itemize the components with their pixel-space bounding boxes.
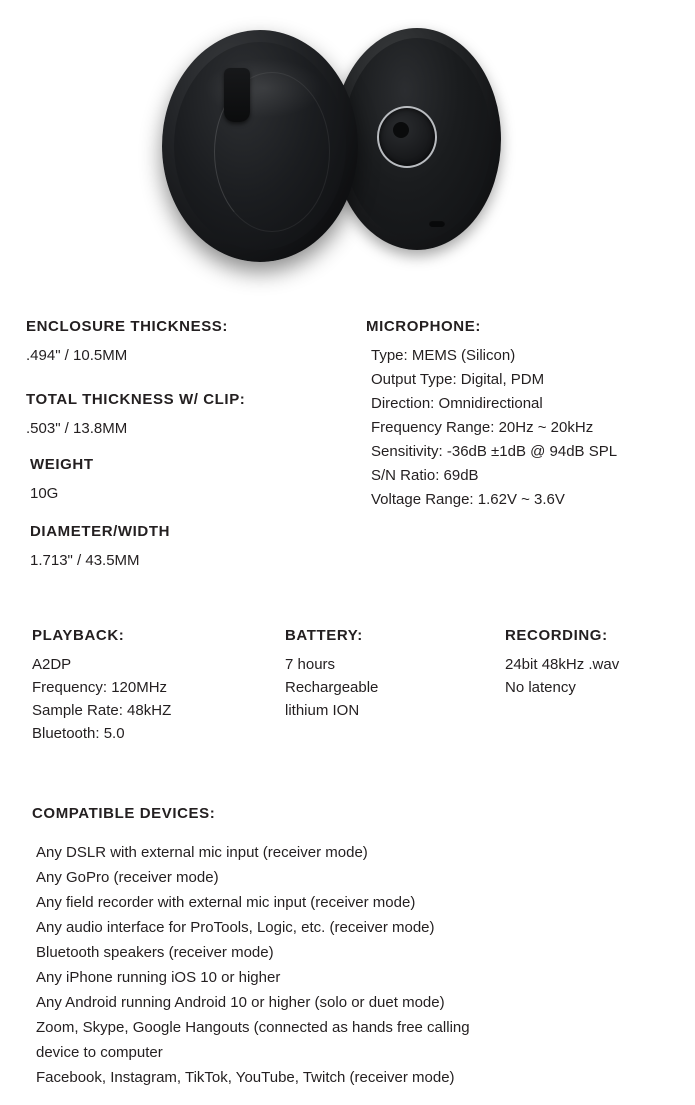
spec-heading: DIAMETER/WIDTH	[30, 523, 171, 540]
spec-battery	[285, 627, 378, 722]
compatible-device-item: Facebook, Instagram, TikTok, YouTube, Twitch (receiver mode)	[36, 1069, 455, 1086]
spec-heading: WEIGHT	[30, 456, 94, 473]
spec-microphone	[366, 318, 617, 512]
spec-value: 10G	[30, 485, 59, 502]
spec-line: A2DP	[32, 656, 72, 673]
spec-line: S/N Ratio: 69dB	[371, 467, 479, 484]
spec-line: lithium ION	[285, 702, 360, 719]
mic-port-icon	[393, 122, 409, 138]
clip-tab-icon	[224, 68, 250, 122]
spec-line: Frequency Range: 20Hz ~ 20kHz	[371, 419, 594, 436]
spec-heading: RECORDING:	[505, 627, 608, 644]
compatible-device-item: Any iPhone running iOS 10 or higher	[36, 969, 281, 986]
spec-line: Sample Rate: 48kHZ	[32, 702, 172, 719]
compatible-device-item: Any DSLR with external mic input (receiver mode)	[36, 844, 368, 861]
clip-puck-face	[174, 42, 346, 250]
compatible-device-item: Any GoPro (receiver mode)	[36, 869, 219, 886]
compatible-device-item: Any audio interface for ProTools, Logic, etc. (receiver mode)	[36, 919, 435, 936]
product-image	[0, 0, 695, 290]
spec-recording	[505, 627, 619, 699]
spec-line: Output Type: Digital, PDM	[371, 371, 545, 388]
usb-port-icon	[429, 220, 445, 227]
spec-compatible-devices	[32, 805, 470, 1090]
highlight-sheen	[204, 58, 324, 118]
spec-heading: BATTERY:	[285, 627, 363, 644]
spec-line: Voltage Range: 1.62V ~ 3.6V	[371, 491, 565, 508]
spec-line: Bluetooth: 5.0	[32, 725, 125, 742]
spec-value: .503" / 13.8MM	[26, 420, 128, 437]
spec-line: Direction: Omnidirectional	[371, 395, 543, 412]
spec-heading: MICROPHONE:	[366, 318, 481, 335]
spec-heading: TOTAL THICKNESS W/ CLIP:	[26, 391, 246, 408]
spec-line: Type: MEMS (Silicon)	[371, 347, 516, 364]
spec-value: 1.713" / 43.5MM	[30, 552, 140, 569]
clip-puck-front	[162, 30, 358, 262]
compatible-device-item: Bluetooth speakers (receiver mode)	[36, 944, 274, 961]
spec-weight	[30, 456, 94, 505]
spec-heading: PLAYBACK:	[32, 627, 125, 644]
spec-line: Sensitivity: -36dB ±1dB @ 94dB SPL	[371, 443, 618, 460]
spec-line: Frequency: 120MHz	[32, 679, 168, 696]
spec-line: No latency	[505, 679, 576, 696]
spec-value: .494" / 10.5MM	[26, 347, 128, 364]
spec-heading: COMPATIBLE DEVICES:	[32, 805, 216, 822]
spec-playback	[32, 627, 171, 745]
compatible-device-item: Zoom, Skype, Google Hangouts (connected as hands free calling	[36, 1019, 470, 1036]
mic-ring-icon	[377, 106, 437, 168]
spec-line: 24bit 48kHz .wav	[505, 656, 620, 673]
spec-diameter-width	[30, 523, 170, 572]
spec-heading: ENCLOSURE THICKNESS:	[26, 318, 229, 335]
spec-line: 7 hours	[285, 656, 336, 673]
compatible-device-item: Any field recorder with external mic input (receiver mode)	[36, 894, 416, 911]
compatible-device-item: device to computer	[36, 1044, 163, 1061]
spec-enclosure-thickness	[26, 318, 228, 367]
spec-line: Rechargeable	[285, 679, 379, 696]
compatible-device-item: Any Android running Android 10 or higher (solo or duet mode)	[36, 994, 445, 1011]
mic-puck-back	[333, 28, 501, 250]
spec-total-thickness	[26, 391, 245, 440]
